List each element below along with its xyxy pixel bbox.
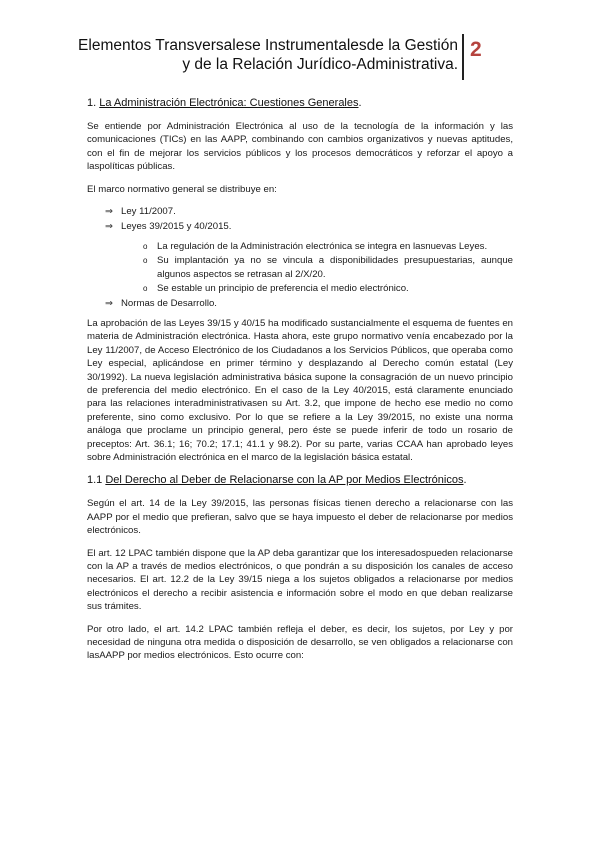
header-title-line2: y de la Relación Jurídico-Administrativa. <box>182 56 458 73</box>
sub-list-item <box>87 240 513 253</box>
section-1-title: La Administración Electrónica: Cuestiones Generales <box>99 97 359 109</box>
section-1-paragraph-2: El marco normativo general se distribuye en: <box>87 183 277 195</box>
list-item <box>87 297 513 310</box>
list-item <box>87 220 513 233</box>
section-1-title-end: . <box>358 97 362 109</box>
sub-list-item <box>87 254 513 281</box>
section-1-1-paragraph-1: Según el art. 14 de la Ley 39/2015, las personas físicas tienen derecho a relacionarse con las AAPP por el medio que prefieran, salvo que se haya impuesto el deber de relacionarse por medios electrónicos. <box>87 498 513 537</box>
sub-list-item-text: Su implantación ya no se vincula a disponibilidades presupuestarias, aunque algunos aspectos se retrasan al 2/X/20. <box>157 255 513 280</box>
list-item-text: Normas de Desarrollo. <box>121 298 217 310</box>
normative-list <box>87 205 513 234</box>
list-item-text: Ley 11/2007. <box>121 206 176 218</box>
bullet-circle-icon: o <box>143 284 148 294</box>
header-title-line1: Elementos Transversalese Instrumentalesde la Gestión <box>78 37 458 54</box>
section-1-heading <box>87 96 513 110</box>
document-body <box>87 96 513 672</box>
section-1-paragraph-1: Se entiende por Administración Electrónica al uso de la tecnología de la información y las comunicaciones (TICs) en las AAPP, combinando con cambios organizativos y nuevas aptitudes, con el fin de mejorar los servicios públicos y los procesos democráticos y reforzar el apoyo a laspolíticas públicas. <box>87 121 513 173</box>
section-1-1-title: Del Derecho al Deber de Relacionarse con la AP por Medios Electrónicos <box>105 474 464 487</box>
section-1-1-title-end: . <box>463 474 467 487</box>
page-header <box>60 36 458 74</box>
section-1-1-number: 1.1 <box>87 474 103 487</box>
header-divider <box>462 34 464 80</box>
arrow-icon: ⇒ <box>105 298 114 310</box>
list-item-text: Leyes 39/2015 y 40/2015. <box>121 221 232 233</box>
arrow-icon: ⇒ <box>105 206 114 218</box>
sub-list-item-text: Se estable un principio de preferencia el medio electrónico. <box>157 283 409 295</box>
section-1-number: 1. <box>87 97 97 109</box>
sub-list-item-text: La regulación de la Administración electrónica se integra en lasnuevas Leyes. <box>157 240 488 252</box>
bullet-circle-icon: o <box>143 256 148 266</box>
list-item <box>87 205 513 218</box>
section-1-paragraph-3: La aprobación de las Leyes 39/15 y 40/15 ha modificado sustancialmente el esquema de fuentes en materia de Administración electrónica. Hasta ahora, este grupo normativo venía encabezado por la Ley 11/2007, de Acceso Electrónico de los Ciudadanos a los Servicios Públicos, que operaba como Ley especial, aplicándose en primer término y desplazando al Derecho común estatal (Ley 30/1992). La nueva legislación administrativa básica supone la consagración de un nuevo principio de preferencia del medio electrónico. En el caso de la Ley 40/2015, está claramente enunciado para las relaciones interadministrativasen su Art. 3.2, que impone de hecho ese medio no como preferente, sino como exclusivo. Por lo que se refiere a la Ley 39/2015, no existe una norma análoga que proclame un principio general, pero éste se puede inferir de todo un rosario de preceptos: Art. 36.1; 16; 70.2; 17.1; 41.1 y 98.2). Por su parte, varias CCAA han aprobado leyes sobre Administración electrónica en el marco de la legislación básica estatal. <box>87 317 513 463</box>
sub-list <box>87 240 513 296</box>
section-1-1-paragraph-3: Por otro lado, el art. 14.2 LPAC también refleja el deber, es decir, los sujetos, por Ley y por necesidad de ninguna otra medida o disposición de desarrollo, se ven obligados a relacionarse con lasAAPP por medios electrónicos. Esto ocurre con: <box>87 623 513 662</box>
sub-list-item <box>87 282 513 295</box>
chapter-number: 2 <box>470 38 482 61</box>
bullet-circle-icon: o <box>143 241 148 251</box>
section-1-1-heading <box>87 473 513 487</box>
section-1-1-paragraph-2: El art. 12 LPAC también dispone que la AP deba garantizar que los interesadospueden relacionarse con la AP a través de medios electrónicos, o que pondrán a su disposición los canales de acceso necesarios. El art. 12.2 de la Ley 39/15 niega a los sujetos obligados a relacionarse por medios electrónicos el derecho a recibir asistencia e información sobre el modo en que deban realizarse sus trámites. <box>87 547 513 613</box>
normative-list-continued <box>87 297 513 310</box>
arrow-icon: ⇒ <box>105 221 114 233</box>
